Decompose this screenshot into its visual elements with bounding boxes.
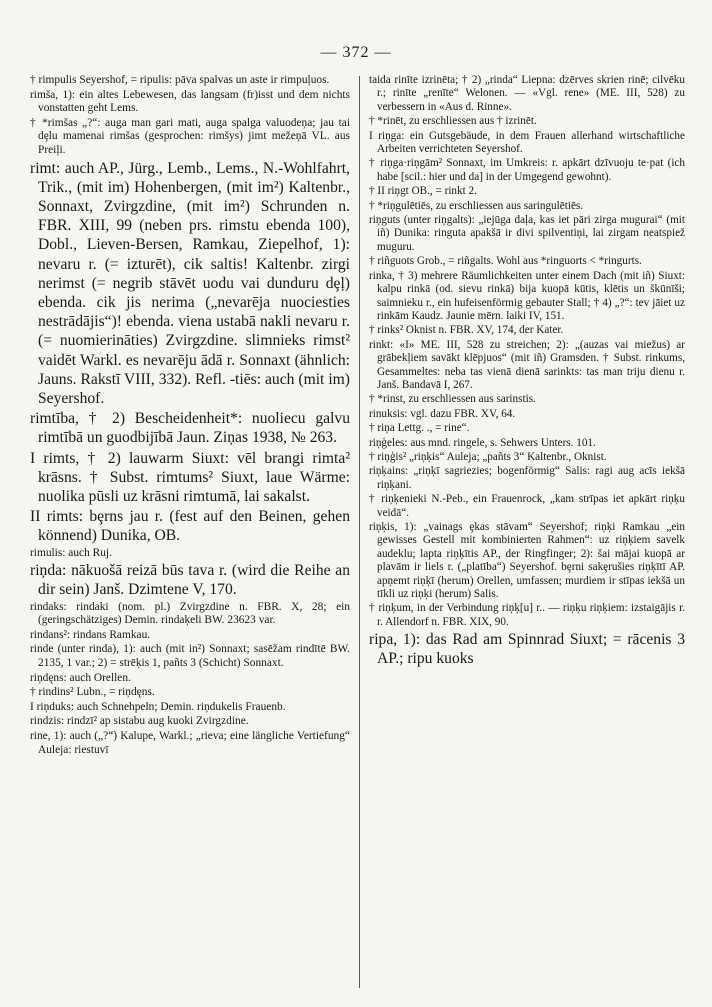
dictionary-entry: rine, 1): auch („?“) Kalupe, Warkl.; „rieva; eine längliche Vertiefung“ Auleja: riestuvī [30, 729, 350, 756]
dictionary-entry: I riņduks: auch Schnehpeln; Demin. riņdukelis Frauenb. [30, 700, 286, 713]
dictionary-entry: † riñguots Grob., = riñgalts. Wohl aus *ringuorts < *ringurts. [369, 255, 642, 268]
dictionary-entry: † rindins² Lubn., = riņdęns. [30, 686, 155, 699]
dictionary-entry: taida rinīte izrinēta; † 2) „rinda“ Liepna: dzērves skrien rinē; cilvēku r.; rinīte „renīte“ Welonen. — «Vgl. rene» (ME. III, 528) zu verbessern in «Aus d. Rinne». [369, 74, 685, 113]
dictionary-entry: † riņga·riņgām² Sonnaxt, im Umkreis: r. apkārt dzīvuoju te·pat (ich habe [scil.: hier und da] in der Umgegend gewohnt). [369, 157, 685, 183]
dictionary-entry: † riņķum, in der Verbindung riņķ[u] r.. — riņķu riņķiem: izstaigājis r. r. Allendorf n. FBR. XIX, 90. [369, 602, 685, 628]
dictionary-entry: † *rinst, zu erschliessen aus sarinstis. [369, 393, 536, 406]
dictionary-entry: riņda: nākuošā reizā būs tava r. (wird die Reihe an dir sein) Janš. Dzimtene V, 170. [30, 562, 350, 599]
dictionary-entry: I rimts, † 2) lauwarm Siuxt: vēl brangi rimta² krāsns. † Subst. rimtums² Siuxt, laue Wärme: nuolika pūsli uz krāsni rimtumā, lai sakalst. [30, 449, 350, 506]
dictionary-entry: † riņģis² „riņķis“ Auleja; „pañts 3“ Kaltenbr., Oknist. [369, 450, 607, 463]
dictionary-entry: † rimpulis Seyershof, = ripulis: pāva spalvas un aste ir rimpuļuos. [30, 74, 330, 86]
right-column [369, 74, 685, 670]
dictionary-entry: riņķains: „riņķī sagriezies; bogenförmig“ Salis: ragi aug acīs iekšā riņķani. [369, 465, 685, 491]
dictionary-entry: rinka, † 3) mehrere Räumlichkeiten unter einem Dach (mit iñ) Siuxt: kalpu rinkā (od. sievu rinkā) bija kuopā kūtis, klētis un škūnīši; saimnieku r., ein hufeisenförmig gebauter Stall; † 4) „?“: tev jāiet uz rinkām Kaudz. Jaunie mērn. laiki IV, 151. [369, 269, 685, 322]
column-divider [359, 76, 360, 988]
dictionary-entry: rindaks: rindaki (nom. pl.) Zvirgzdine n. FBR. X, 28; ein (geringschätziges) Demin. rindaķeli BW. 23623 var. [30, 600, 350, 627]
dictionary-entry: rimtība, † 2) Bescheidenheit*: nuoliecu galvu rimtībā un guodbijībā Jaun. Ziņas 1938, № 263. [30, 410, 350, 447]
dictionary-entry: riņķis, 1): „vainags ȩkas stāvam“ Seyershof; riņķi Ramkau „ein gewisses Gestell mit kombinierten Rahmen“: uz riņķiem savelk audeklu; lapta riņķītis AP., der Ringfinger; 2): šai mājai kuopā ar plavām ir liels r. („platība“) Seyershof. bȩrni sakȩrušies riņķītī AP. apņemt riņķī (herum) Orellen, umfassen; murdiem ir stīpas iekšā un tīkli uz riņķi (herum) Salis. [369, 521, 685, 601]
dictionary-entry: rimulis: auch Ruj. [30, 546, 112, 559]
dictionary-entry: rinkt: «I» ME. III, 528 zu streichen; 2): „(auzas vai miežus) ar grābekļiem savākt klēpjuos“ (mit iñ) Gramsden. † Subst. rinkums, Gesammeltes: neba tas vienā dienā sarinkts: tas man triju dienu r. Janš. Bandavā I, 267. [369, 338, 685, 391]
dictionary-entry: II rimts: bȩrns jau r. (fest auf den Beinen, gehen könnend) Dunika, OB. [30, 508, 350, 545]
dictionary-entry: I riņga: ein Gutsgebäude, in dem Frauen allerhand wirtschaftliche Arbeiten verrichteten Seyershof. [369, 129, 685, 156]
page-number: — 372 — [320, 44, 392, 61]
dictionary-entry: ripa, 1): das Rad am Spinnrad Siuxt; = rācenis 3 AP.; ripu kuoks [369, 631, 685, 668]
dictionary-entry: riņguts (unter riņgalts): „iejūga daļa, kas iet pāri zirga mugurai“ (mit iñ) Dunika: ringuta apakšā ir divi spilventiņi, lai zirgam neatspiež muguru. [369, 214, 685, 253]
dictionary-entry: rindans²: rindans Ramkau. [30, 628, 151, 641]
dictionary-entry: riņdęns: auch Orellen. [30, 671, 131, 684]
dictionary-entry: † *riņgulētiēs, zu erschliessen aus saringulētiēs. [369, 199, 584, 212]
dictionary-entry: † II riņgt OB., = rinkt 2. [369, 185, 477, 198]
dictionary-entry: † *rinēt, zu erschliessen aus † izrinēt. [369, 115, 537, 128]
dictionary-entry: † *rimšas „?“: auga man gari mati, auga spalga valuodeņa; jau tai dȩlu mamenai rimšas (gesprochen: rimšys) jimt mežeņā VL. aus Preiļi. [30, 116, 350, 156]
dictionary-entry: rimša, 1): ein altes Lebewesen, das langsam (fr)isst und dem nichts vonstatten geht Lems. [30, 88, 350, 115]
dictionary-entry: † rinks² Oknist n. FBR. XV, 174, der Kater. [369, 324, 564, 337]
left-column [30, 74, 350, 758]
dictionary-entry: rindzis: rindzī² ap sistabu aug kuoki Zvirgzdine. [30, 715, 249, 728]
dictionary-entry: rinuksis: vgl. dazu FBR. XV, 64. [369, 407, 516, 420]
dictionary-entry: † riņķenieki N.-Peb., ein Frauenrock, „kam strīpas iet apkārt riņķu veidā“. [369, 493, 685, 519]
dictionary-entry: rinde (unter rinda), 1): auch (mit in²) Sonnaxt; sasēžam rindītē BW. 2135, 1 var.; 2) = strēķis 1, pañts 3 (Schicht) Sonnaxt. [30, 643, 350, 669]
dictionary-entry: riņģeles: aus mnd. ringele, s. Sehwers Unters. 101. [369, 436, 596, 449]
dictionary-entry: † riņa Lettg. ., = rine“. [369, 422, 470, 435]
dictionary-entry: rimt: auch AP., Jürg., Lemb., Lems., N.-Wohlfahrt, Trik., (mit im) Hohenbergen, (mit im²) Kaltenbr., Sonnaxt, Zvirgzdine, (mit im²) Schrunden n. FBR. XIII, 99 (neben prs. rimstu ebenda 100), Dobl., Lieven-Bersen, Ramkau, Ziepelhof, 1): nevaru r. (= izturēt), cik saltis! Kaltenbr. zirgi nerimst (= negrib stāvēt uodu vai dunduru dȩļ) ebenda. cik jis nerima („nevarēja nuociesties nestrādājis“)! ebenda. viena ustabā nakli nevaru r. (= nuomierināties) Zvirgzdine. slimnieks rimst² vaidēt Warkl. es nevarēju ādā r. Sonnaxt (ähnlich: Jauns. Rakstī VIII, 332). Refl. -tiēs: auch (mit im) Seyershof. [30, 159, 350, 407]
